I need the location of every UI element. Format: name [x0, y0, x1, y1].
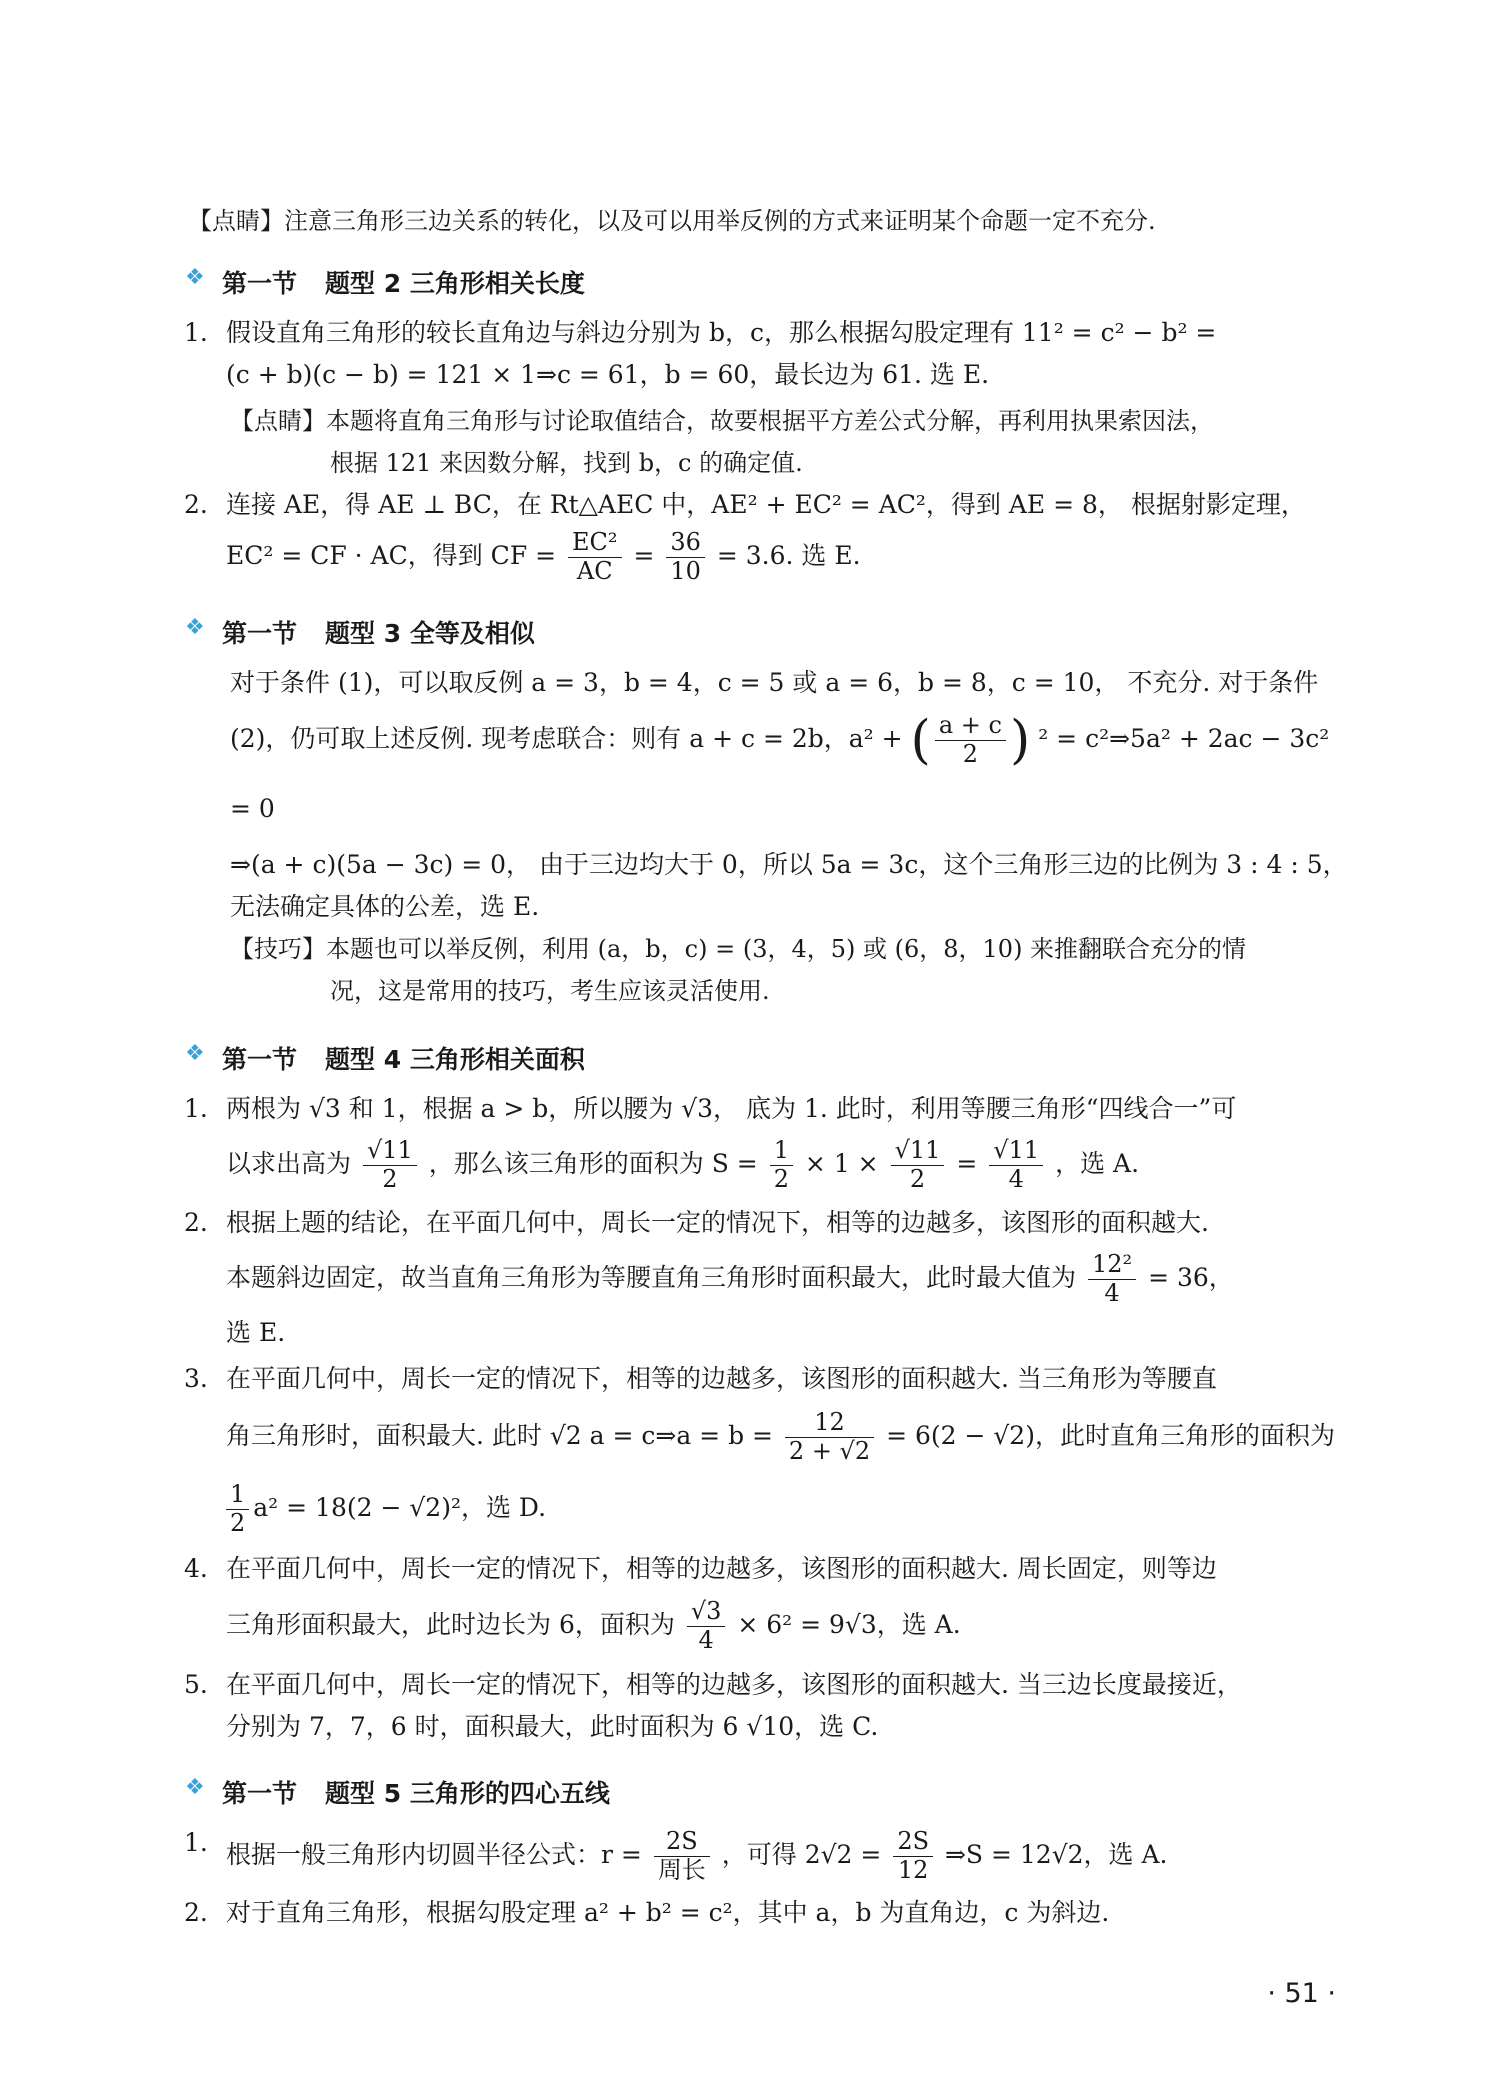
fraction	[989, 1137, 1043, 1193]
denominator: 2	[909, 1165, 926, 1193]
denominator: AC	[576, 557, 613, 585]
fraction	[1088, 1251, 1136, 1307]
denominator: 4	[1008, 1165, 1024, 1193]
answer-line: 选 E.	[226, 1318, 286, 1347]
item-number: 1.	[184, 318, 208, 347]
tip-line: 【技巧】本题也可以举反例，利用 (a，b，c) = (3，4，5) 或 (6，8，10) 来推翻联合充分的情	[230, 935, 1247, 963]
numerator: EC²	[568, 529, 622, 558]
page-content	[184, 200, 1358, 1938]
section-title: 题型 2 三角形相关长度	[325, 269, 585, 298]
denominator: 4	[1104, 1279, 1120, 1307]
section-title: 题型 3 全等及相似	[325, 619, 535, 648]
answer-line: 分别为 7，7，6 时，面积最大，此时面积为 6 √10，选 C.	[226, 1712, 879, 1741]
diamond-bullet-icon	[188, 1783, 206, 1801]
tip-box	[188, 928, 1358, 1012]
item-number: 2.	[184, 1208, 208, 1237]
fraction	[785, 1409, 874, 1465]
fraction	[935, 712, 1006, 768]
numerator: √11	[989, 1137, 1043, 1166]
numerator: 12²	[1088, 1251, 1136, 1280]
text-segment: 三角形面积最大，此时边长为 6，面积为	[226, 1610, 675, 1639]
numerator: √11	[891, 1137, 945, 1166]
section-heading-4	[188, 1038, 1358, 1078]
answer-line	[226, 1590, 1358, 1660]
numerator: 12	[785, 1409, 874, 1438]
item-number: 1.	[184, 1094, 208, 1123]
answer-item	[184, 1088, 1358, 1198]
text-segment: a² = 18(2 − √2)²，选 D.	[253, 1493, 547, 1522]
section-part: 第一节	[222, 1045, 298, 1074]
answer-line	[226, 1822, 1358, 1888]
numerator: √3	[687, 1598, 726, 1627]
fraction	[363, 1137, 417, 1193]
paren: (	[910, 710, 931, 771]
text-segment: EC² = CF · AC，得到 CF =	[226, 541, 557, 570]
section-title: 题型 4 三角形相关面积	[325, 1045, 585, 1074]
tip-box	[188, 400, 1358, 484]
answer-line: 连接 AE，得 AE ⊥ BC，在 Rt△AEC 中，AE² + EC² = AC²，得到 AE = 8， 根据射影定理，	[226, 490, 1306, 519]
text-segment: ，选 A.	[1055, 1149, 1140, 1178]
denominator: 2 + √2	[788, 1437, 871, 1465]
text-segment: ，那么该三角形的面积为 S =	[428, 1149, 758, 1178]
numerator: √11	[363, 1137, 417, 1166]
item-number: 4.	[184, 1554, 208, 1583]
section-part: 第一节	[222, 269, 298, 298]
numerator: 36	[666, 529, 705, 558]
answer-line	[226, 1400, 1358, 1472]
tip-line: 根据 121 来因数分解，找到 b，c 的确定值.	[330, 449, 803, 477]
answer-line	[226, 1472, 1358, 1544]
answer-line: 两根为 √3 和 1，根据 a > b，所以腰为 √3， 底为 1. 此时，利用等腰三角形“四线合一”可	[226, 1094, 1237, 1123]
numerator: 2S	[893, 1828, 933, 1857]
answer-line	[226, 1244, 1358, 1312]
fraction	[687, 1598, 726, 1654]
answer-line: 在平面几何中，周长一定的情况下，相等的边越多，该图形的面积越大. 当三边长度最接近，	[226, 1670, 1242, 1699]
item-number: 2.	[184, 1898, 208, 1927]
text-segment: = 6(2 − √2)，此时直角三角形的面积为	[886, 1421, 1335, 1450]
text-segment: (2)，仍可取上述反例. 现考虑联合：则有 a + c = 2b，a² +	[230, 724, 903, 753]
answer-line: 无法确定具体的公差，选 E.	[230, 892, 540, 921]
answer-item	[184, 312, 1358, 396]
fraction	[568, 529, 622, 585]
text-segment: ，可得 2√2 =	[721, 1840, 882, 1869]
answer-block	[188, 662, 1358, 928]
denominator: 2	[773, 1165, 789, 1193]
answer-line: 根据上题的结论，在平面几何中，周长一定的情况下，相等的边越多，该图形的面积越大.	[226, 1208, 1209, 1237]
denominator: 2	[962, 740, 979, 768]
intro-tip: 【点睛】注意三角形三边关系的转化，以及可以用举反例的方式来证明某个命题一定不充分.	[188, 207, 1156, 235]
text-segment: 本题斜边固定，故当直角三角形为等腰直角三角形时面积最大，此时最大值为	[226, 1263, 1077, 1292]
section-part: 第一节	[222, 1779, 298, 1808]
fraction	[666, 529, 705, 585]
text-segment: × 1 ×	[804, 1149, 879, 1178]
numerator: a + c	[935, 712, 1006, 741]
text-segment: × 6² = 9√3，选 A.	[737, 1610, 961, 1639]
answer-line: EC² = CF · AC，得到 CF = $\frac{\text{EC²}}{AC}$ = $\frac{36}{10}$ = 3.6. 选 E.	[226, 528, 861, 585]
text-segment: = 36，	[1148, 1263, 1234, 1292]
fraction	[891, 1137, 945, 1193]
text-segment: =	[956, 1149, 978, 1178]
section-heading-5	[188, 1772, 1358, 1812]
answer-item	[184, 1358, 1358, 1544]
text-segment: 角三角形时，面积最大. 此时 √2 a = c⇒a = b =	[226, 1421, 773, 1450]
denominator: 12	[897, 1856, 929, 1884]
text-segment: ⇒S = 12√2，选 A.	[944, 1840, 1168, 1869]
item-number: 3.	[184, 1364, 208, 1393]
section-part: 第一节	[222, 619, 298, 648]
fraction	[770, 1137, 793, 1193]
answer-item	[184, 484, 1358, 586]
tip-line: 【点睛】本题将直角三角形与讨论取值结合，故要根据平方差公式分解，再利用执果索因法，	[230, 407, 1214, 435]
diamond-bullet-icon	[188, 273, 206, 291]
tip-line: 况，这是常用的技巧，考生应该灵活使用.	[330, 977, 770, 1005]
denominator: 周长	[657, 1856, 706, 1884]
denominator: 4	[698, 1626, 714, 1654]
answer-item	[184, 1822, 1358, 1888]
section-heading-3	[188, 612, 1358, 652]
text-segment: 根据一般三角形内切圆半径公式：r =	[226, 1840, 642, 1869]
section-heading-2	[188, 262, 1358, 302]
item-number: 5.	[184, 1670, 208, 1699]
answer-line: 假设直角三角形的较长直角边与斜边分别为 b，c，那么根据勾股定理有 11² = c² − b² =	[226, 318, 1217, 347]
answer-line: 在平面几何中，周长一定的情况下，相等的边越多，该图形的面积越大. 周长固定，则等边	[226, 1554, 1217, 1583]
fraction	[226, 1481, 249, 1537]
paren: )	[1009, 710, 1031, 771]
section-title: 题型 5 三角形的四心五线	[325, 1779, 610, 1808]
page-number: · 51 ·	[1267, 1978, 1336, 2009]
item-number: 2.	[184, 490, 208, 519]
diamond-bullet-icon	[188, 623, 206, 641]
denominator: 2	[230, 1509, 246, 1537]
answer-item	[184, 1892, 1358, 1934]
text-segment: 以求出高为	[226, 1149, 352, 1178]
numerator: 1	[770, 1137, 793, 1166]
denominator: 10	[670, 557, 701, 585]
fraction	[893, 1828, 933, 1884]
numerator: 1	[226, 1481, 249, 1510]
numerator: 2S	[654, 1828, 710, 1857]
answer-item	[184, 1664, 1358, 1748]
answer-line: 对于直角三角形，根据勾股定理 a² + b² = c²，其中 a，b 为直角边，c 为斜边.	[226, 1898, 1110, 1927]
answer-item	[184, 1202, 1358, 1354]
denominator: 2	[382, 1165, 398, 1193]
answer-line	[230, 704, 1358, 844]
diamond-bullet-icon	[188, 1049, 206, 1067]
answer-line: 在平面几何中，周长一定的情况下，相等的边越多，该图形的面积越大. 当三角形为等腰直	[226, 1364, 1217, 1393]
text-segment: = 3.6. 选 E.	[716, 541, 861, 570]
answer-item	[184, 1548, 1358, 1660]
answer-line: ⇒(a + c)(5a − 3c) = 0， 由于三边均大于 0，所以 5a = 3c，这个三角形三边的比例为 3 : 4 : 5，	[230, 850, 1348, 879]
answer-line: (c + b)(c − b) = 121 × 1⇒c = 61，b = 60，最长边为 61. 选 E.	[226, 360, 990, 389]
fraction	[654, 1828, 710, 1884]
item-number: 1.	[184, 1828, 208, 1857]
answer-line: 对于条件 (1)，可以取反例 a = 3，b = 4，c = 5 或 a = 6，b = 8，c = 10， 不充分. 对于条件	[230, 668, 1319, 697]
text-segment: ² = c²⇒5a² + 2ac − 3c² = 0	[230, 724, 1330, 823]
answer-line	[226, 1130, 1358, 1198]
